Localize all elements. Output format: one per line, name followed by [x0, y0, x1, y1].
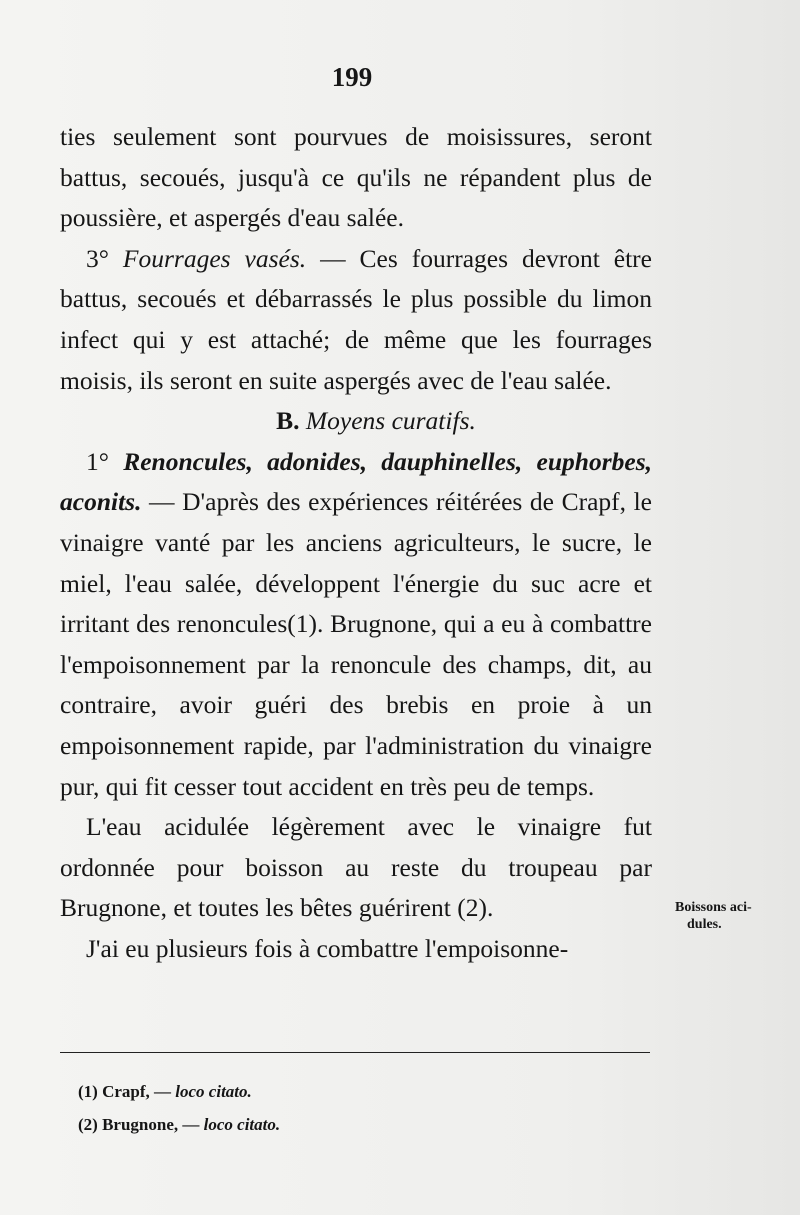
footnote-divider	[60, 1052, 650, 1053]
item-title: Renoncules, adonides, dauphinelles, euphorbes, aconits.	[60, 446, 652, 517]
footnote-citation: loco citato.	[175, 1082, 252, 1101]
page-number: 199	[331, 62, 373, 92]
paragraph-continuation: ties seulement sont pourvues de moisissures, seront battus, secoués, jusqu'à ce qu'ils ne répandent plus de poussière, et aspergés d'eau salée.	[60, 122, 652, 233]
footnote-marker: (1)	[78, 1082, 98, 1101]
footnote-citation: loco citato.	[203, 1115, 281, 1134]
item-number: 1°	[86, 446, 109, 476]
section-letter: B.	[276, 406, 300, 436]
item-number: 3°	[86, 243, 109, 273]
paragraph-fourrages-vases	[60, 239, 652, 401]
footnote-marker: (2)	[78, 1115, 98, 1134]
item-title: Fourrages vasés.	[122, 243, 307, 273]
item-text: — D'après des expériences réitérées de Crapf, le vinaigre vanté par les anciens agriculteurs, le sucre, le miel, l'eau salée, développent l'énergie du suc acre et irritant des renoncules(1). Brugnone, qui a eu à combattre l'empoisonnement par la renoncule des champs, dit, au contraire, avoir guéri des brebis en proie à un empoisonnement rapide, par l'administration du vinaigre pur, qui fit cesser tout accident en très peu de temps.	[60, 487, 652, 801]
footnote-author: Crapf, —	[102, 1082, 172, 1101]
margin-note-line1: Boissons aci-	[675, 900, 752, 915]
footnote-2	[78, 1108, 280, 1141]
paragraph-renoncules	[60, 442, 652, 807]
paragraph-empoisonnement: J'ai eu plusieurs fois à combattre l'empoisonne-	[86, 933, 569, 963]
footnote-1	[78, 1075, 280, 1108]
footnote-author: Brugnone, —	[102, 1115, 200, 1134]
main-text	[60, 117, 652, 969]
section-title: Moyens curatifs.	[305, 406, 476, 436]
footnotes	[78, 1075, 280, 1141]
paragraph-eau-acidulee: L'eau acidulée légèrement avec le vinaigre fut ordonnée pour boisson au reste du troupeau par Brugnone, et toutes les bêtes guérirent (2).	[60, 812, 652, 923]
item-text: — Ces fourrages devront être battus, secoués et débarrassés le plus possible du limon infect qui y est attaché; de même que les fourrages moisis, ils seront en suite aspergés avec de l'eau salée.	[60, 243, 652, 395]
margin-note	[675, 899, 795, 933]
section-heading	[60, 401, 652, 442]
margin-note-line2: dules.	[687, 917, 722, 932]
